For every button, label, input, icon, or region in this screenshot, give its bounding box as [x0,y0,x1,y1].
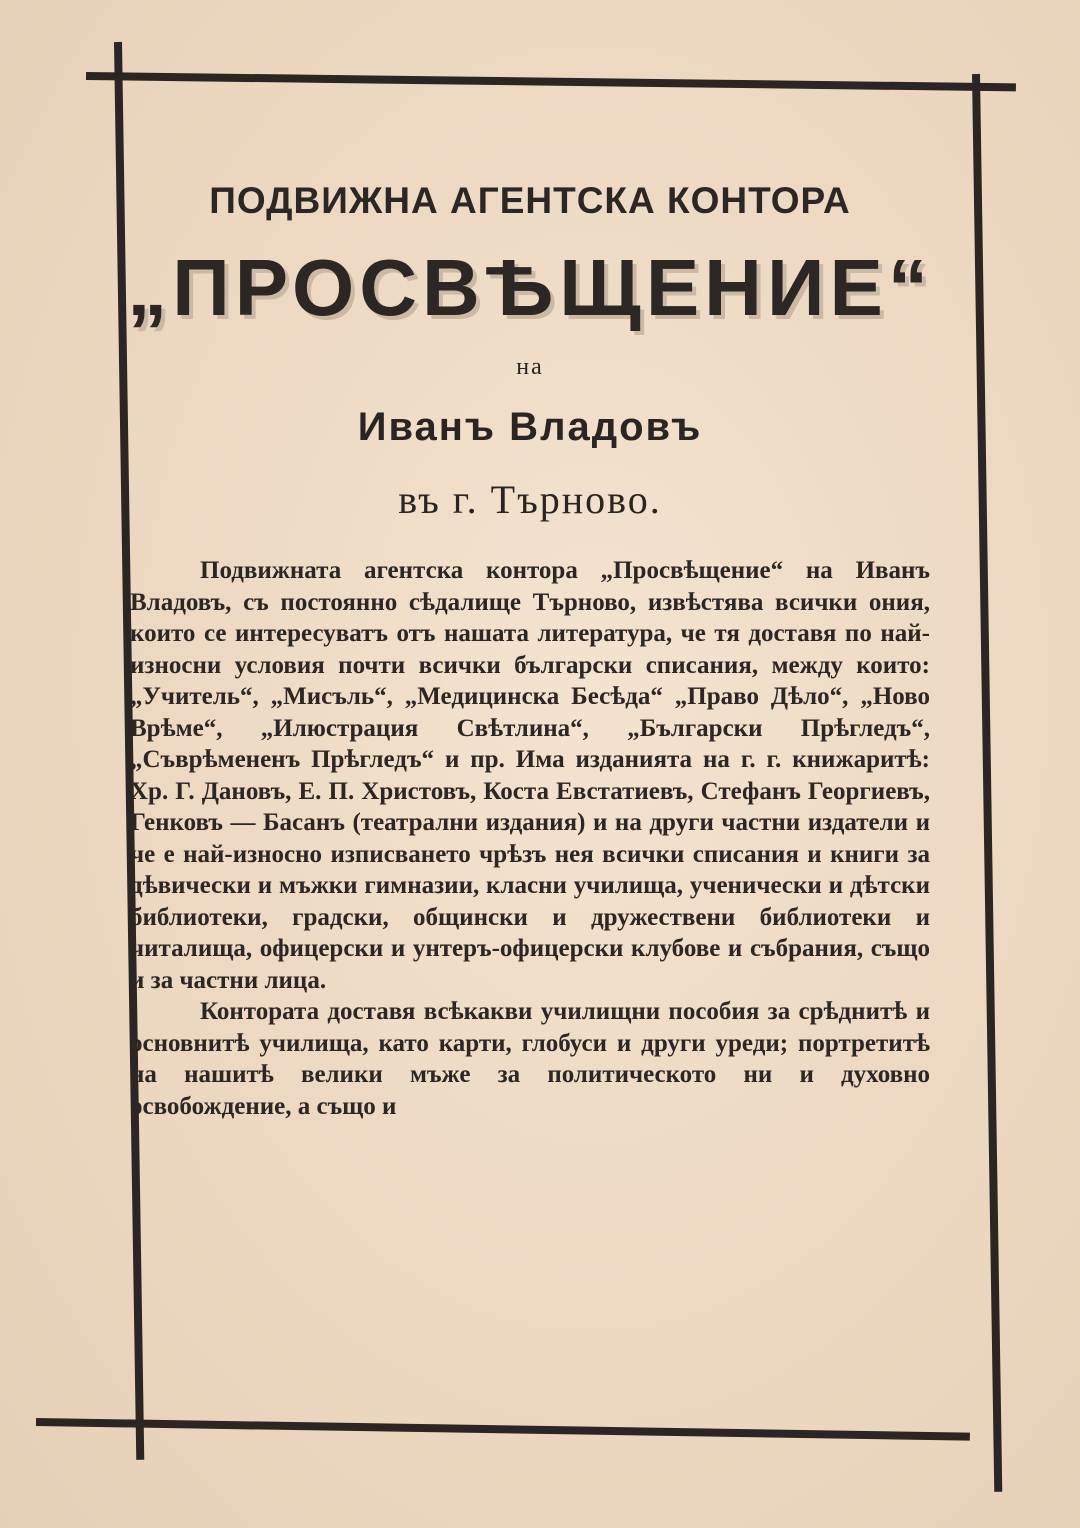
brand-title: „ПРОСВѢЩЕНИЕ“ [127,243,933,332]
advertisement-page [120,150,940,1122]
agency-heading: ПОДВИЖНА АГЕНТСКА КОНТОРА [209,180,851,221]
owner-name: Иванъ Владовъ [357,405,703,449]
city-line: въ г. Търново. [398,477,662,522]
paragraph-1: Подвижната агентска контора „Просвѣщение“ на Иванъ Владовъ, съ постоянно сѣдалище Търново, извѣстява всички ония, които се интересуватъ отъ нашата литература, че тя доставя по най-износни условия почти всички български списания, между които: „Учитель“, „Мисъль“, „Медицинска Бесѣда“ „Право Дѣло“, „Ново Врѣме“, „Илюстрация Свѣтлина“, „Български Прѣгледъ“, „Съврѣмененъ Прѣгледъ“ и пр. Има изданията на г. г. книжаритѣ: Хр. Г. Дановъ, Е. П. Христовъ, Коста Евстатиевъ, Стефанъ Георгиевъ, Генковъ — Басанъ (театрални издания) и на други частни издатели и че е най-износно изписването чрѣзъ нея всички списания и книги за дѣвически и мъжки гимназии, класни училища, ученически и дѣтски библиотеки, градски, общински и дружествени библиотеки и читалища, офицерски и унтеръ-офицерски клубове и събрания, също и за частни лица. [130,557,930,994]
paragraph-2: Контората доставя всѣкакви училищни пособия за срѣднитѣ и основнитѣ училища, като карти, глобуси и други уреди; портретитѣ на нашитѣ велики мъже за политическото ни и духовно освобождение, а също и [130,998,930,1120]
body-text [130,555,930,1122]
na-word: на [516,354,544,380]
